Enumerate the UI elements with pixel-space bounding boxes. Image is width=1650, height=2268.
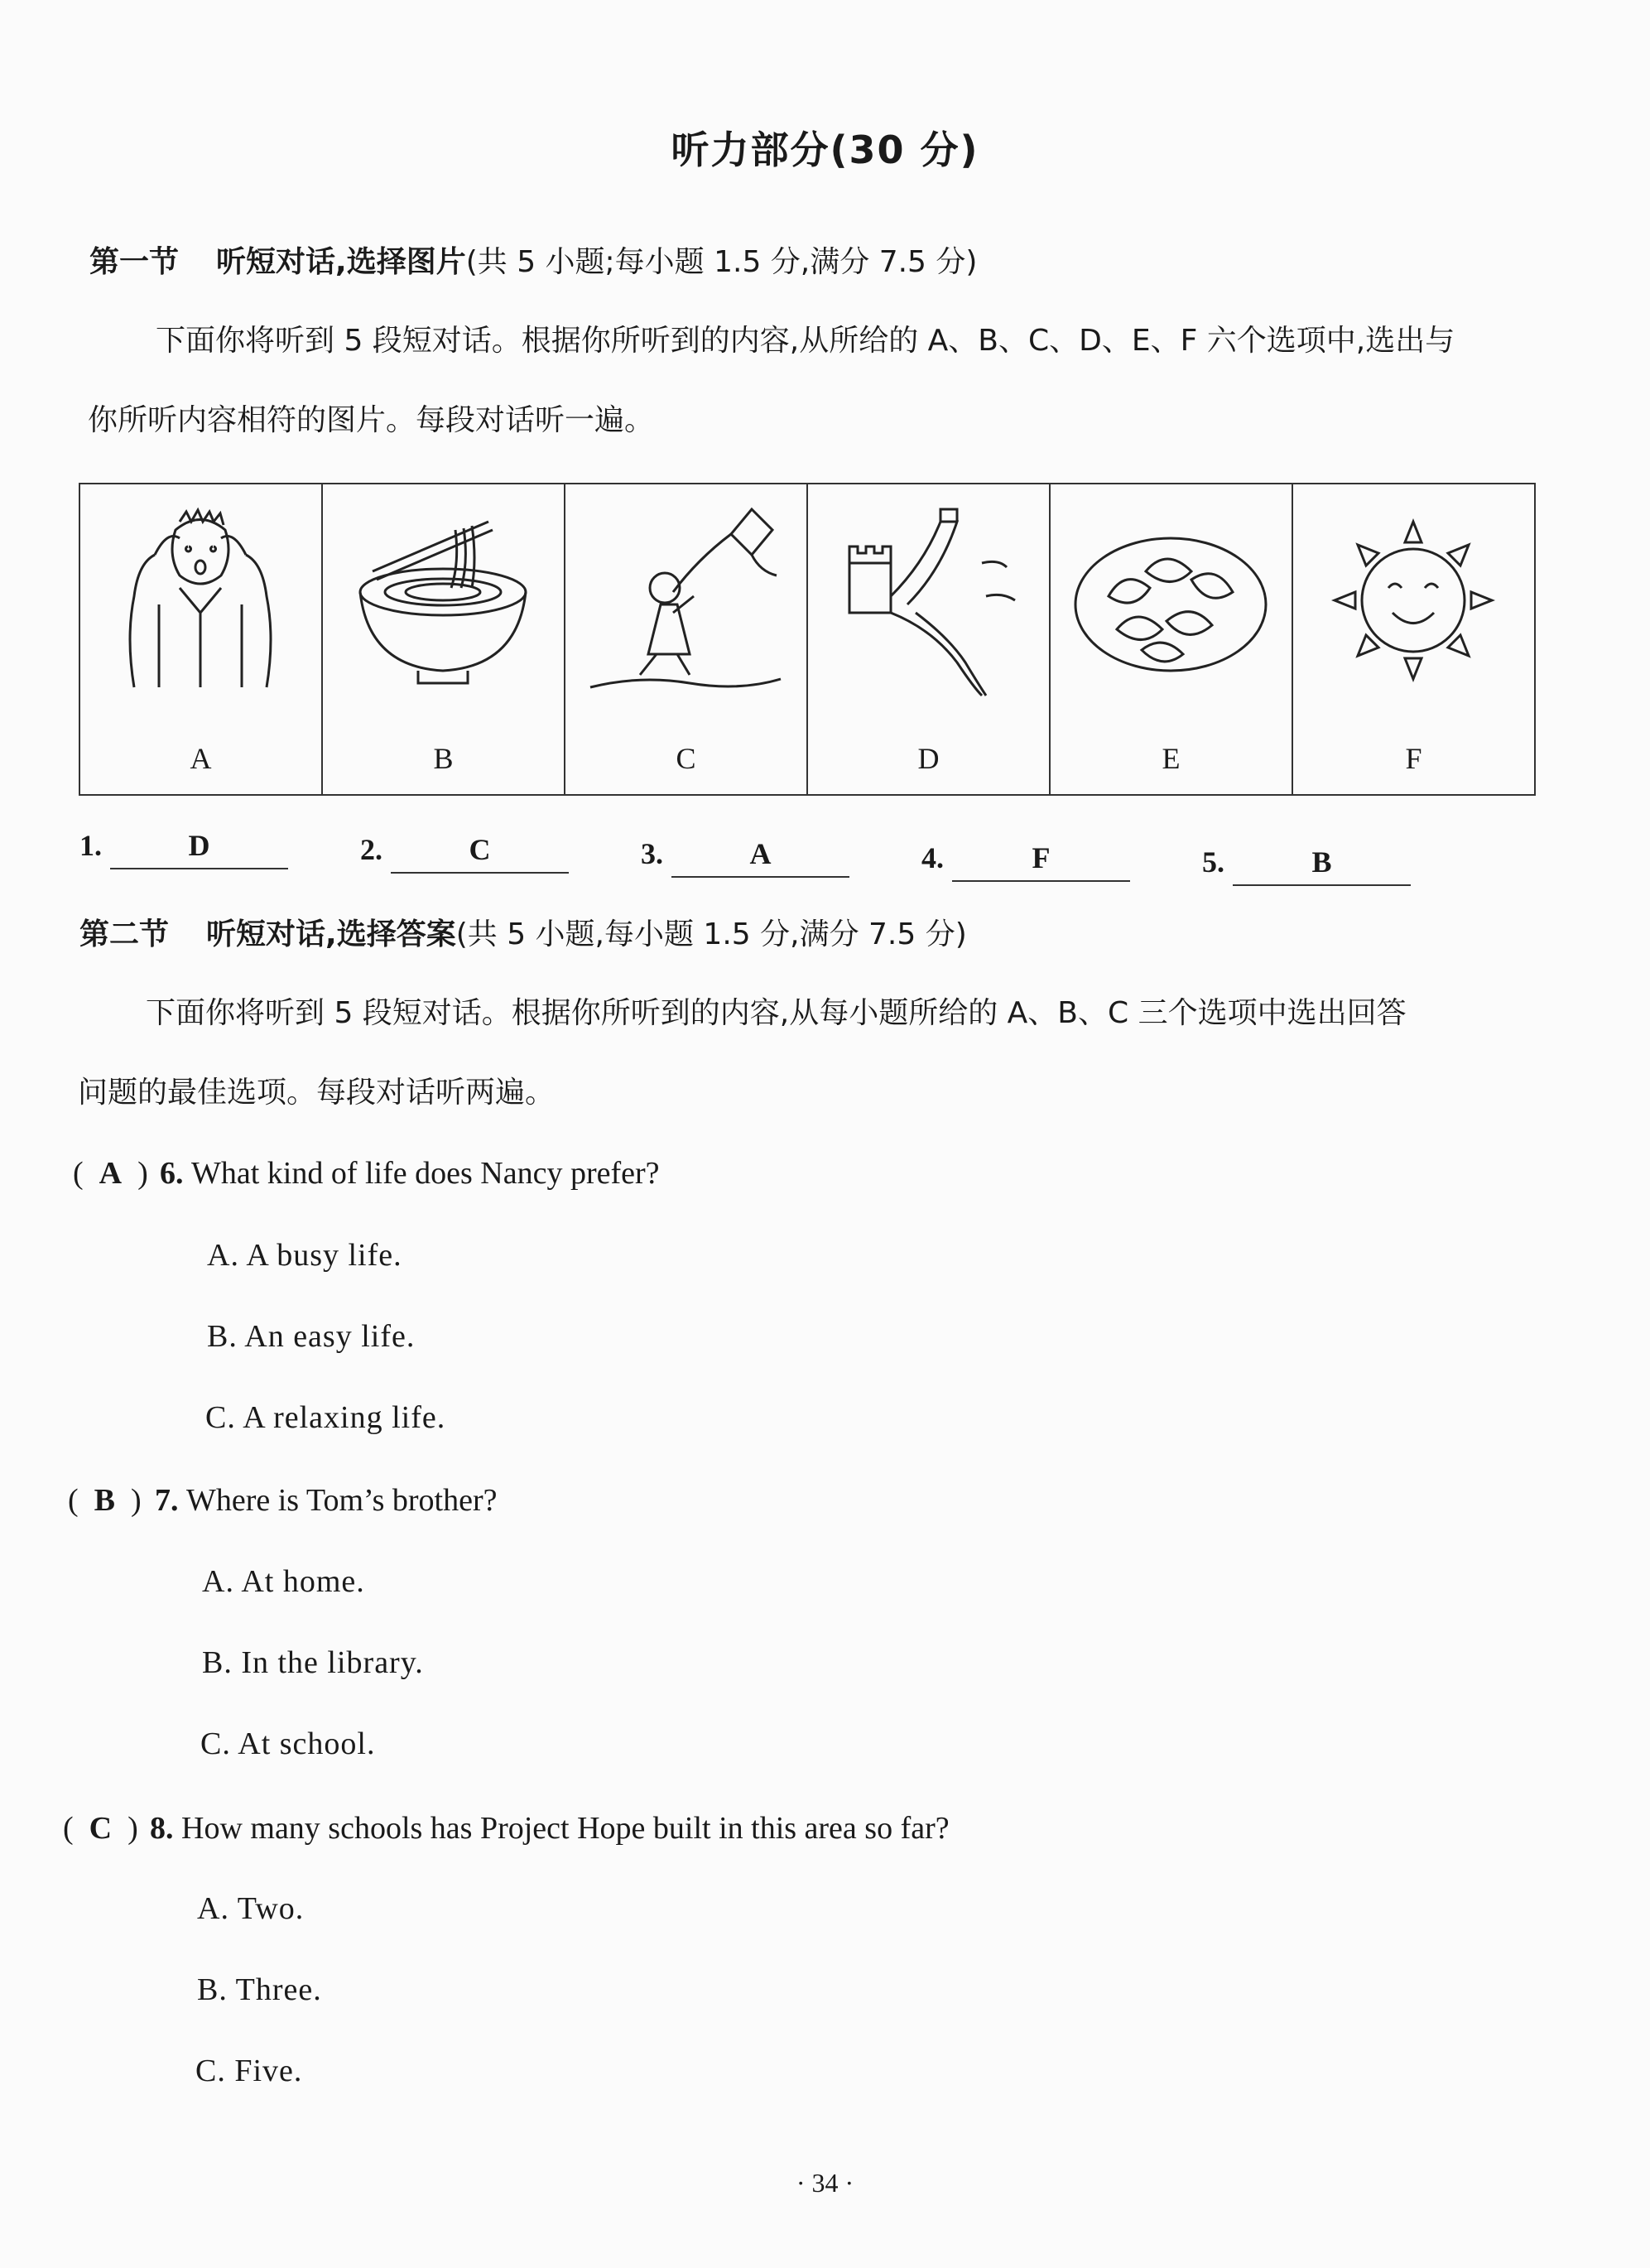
option-6c: C. A relaxing life. [205,1400,446,1435]
option-6a: A. A busy life. [207,1238,402,1273]
answer-3 [641,836,849,878]
question-text: What kind of life does Nancy prefer? [191,1156,660,1191]
section1-note: (共 5 小题;每小题 1.5 分,满分 7.5 分) [465,245,978,279]
picture-label-d: D [917,742,940,775]
option-7a: A. At home. [202,1564,365,1599]
answer-blank: F [952,840,1130,882]
answer-2 [360,832,569,874]
answer-number: 5. [1202,845,1224,879]
answer-paren: ( A ) [73,1156,148,1191]
answer-number: 1. [79,829,102,862]
option-8b: B. Three. [197,1972,322,2007]
section1-heading-row [89,238,977,281]
question-answer: C [89,1811,113,1846]
noodle-bowl-icon [339,497,546,704]
section2-instructions-2: 问题的最佳选项。每段对话听两遍。 [78,1076,556,1110]
picture-cell-e [1051,484,1293,794]
answer-blank: D [110,828,288,869]
answer-paren: ( C ) [63,1811,138,1846]
option-6b: B. An easy life. [207,1319,416,1354]
question-number: 7. [155,1483,179,1518]
picture-cell-a [80,484,323,794]
question-number: 8. [150,1811,174,1846]
option-7b: B. In the library. [202,1645,424,1680]
dumplings-icon [1067,497,1274,704]
picture-label-c: C [676,742,696,775]
question-answer: B [94,1483,116,1518]
answer-number: 4. [921,841,944,874]
answer-blank: B [1233,845,1411,886]
picture-label-e: E [1162,742,1181,775]
answer-number: 2. [360,833,382,866]
question-number: 6. [160,1156,184,1191]
section2-heading: 第二节 [79,917,170,951]
picture-label-f: F [1405,742,1422,775]
section2-instructions-1: 下面你将听到 5 段短对话。根据你所听到的内容,从每小题所给的 A、B、C 三个选项中选出回答 [146,996,1407,1030]
picture-label-a: A [190,742,212,775]
question-text: Where is Tom’s brother? [186,1483,498,1518]
answer-blank: A [671,836,849,878]
answer-5 [1202,845,1411,886]
question-7 [68,1482,497,1519]
picture-cell-b [323,484,565,794]
section2-heading-row [79,911,967,953]
section2-title: 听短对话,选择答案 [206,917,456,951]
question-text: How many schools has Project Hope built in this area so far? [181,1811,950,1846]
section1-instructions-1: 下面你将听到 5 段短对话。根据你所听到的内容,从所给的 A、B、C、D、E、F 六个选项中,选出与 [156,324,1455,358]
section1-instructions-2: 你所听内容相符的图片。每段对话听一遍。 [88,403,655,437]
picture-label-b: B [433,742,454,775]
picture-table [79,483,1536,796]
picture-cell-d [808,484,1051,794]
page-number: · 34 · [796,2168,854,2198]
option-7c: C. At school. [200,1726,376,1761]
question-6 [73,1155,660,1192]
sun-icon [1310,497,1517,704]
section2-note: (共 5 小题,每小题 1.5 分,满分 7.5 分) [455,917,967,951]
section1-heading: 第一节 [89,245,180,279]
picture-cell-f [1293,484,1534,794]
answer-1 [79,828,288,869]
option-8c: C. Five. [195,2054,303,2088]
question-8 [63,1810,950,1847]
girl-kite-icon [582,497,789,704]
answer-blank: C [391,832,569,874]
page-title: 听力部分(30 分) [671,128,979,172]
great-wall-icon [825,497,1032,704]
option-8a: A. Two. [197,1891,305,1926]
answer-4 [921,840,1130,882]
worried-man-icon [97,497,304,704]
question-answer: A [99,1156,123,1191]
section1-title: 听短对话,选择图片 [216,245,466,279]
answer-number: 3. [641,837,663,870]
picture-cell-c [565,484,808,794]
answer-paren: ( B ) [68,1483,142,1518]
